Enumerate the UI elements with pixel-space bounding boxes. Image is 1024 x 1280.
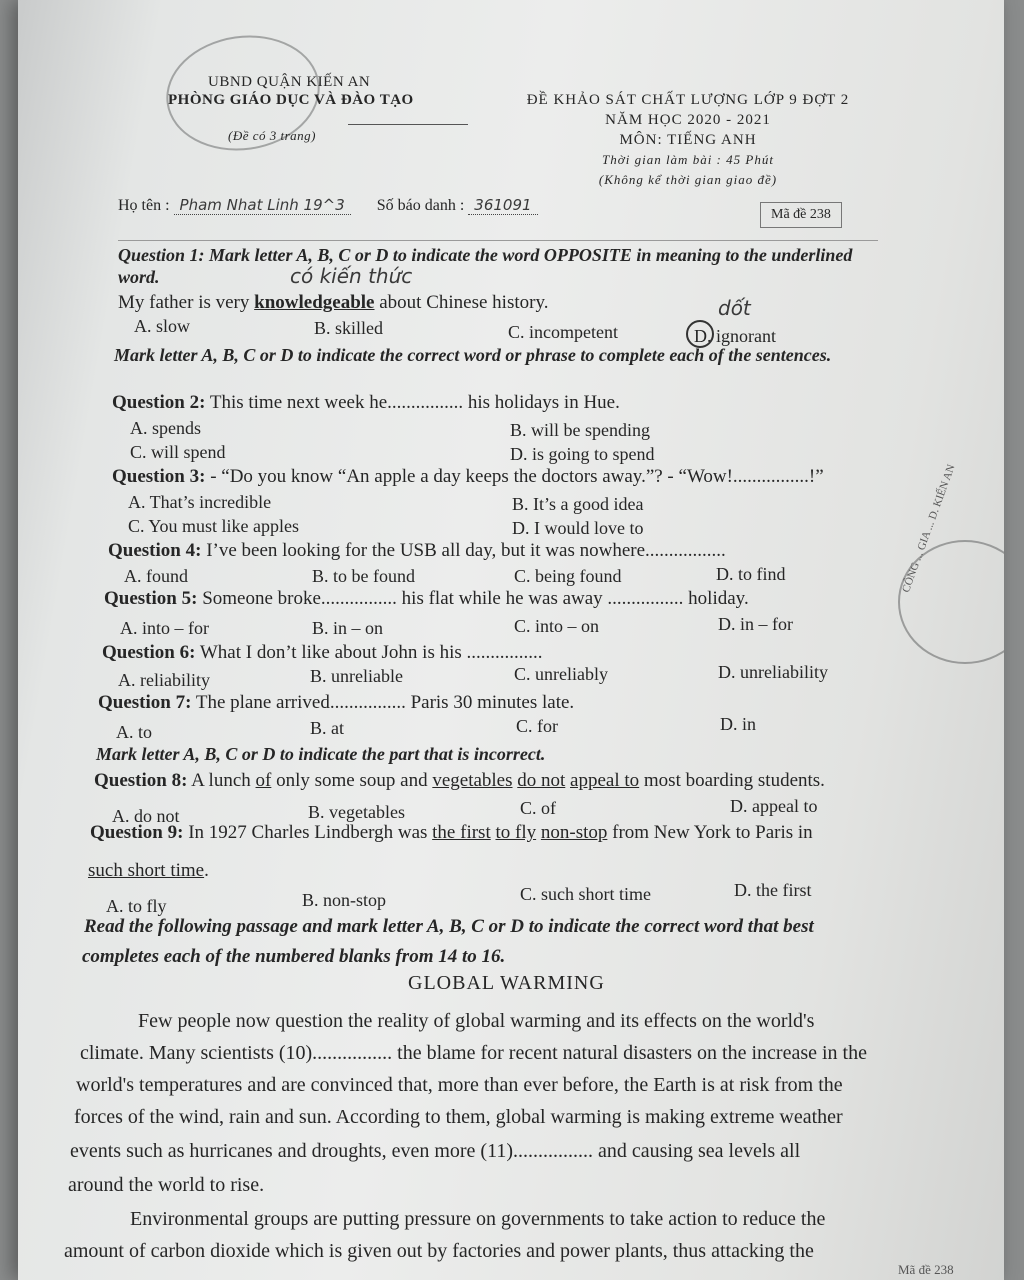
- q5-option-d[interactable]: D. in – for: [718, 614, 793, 634]
- q4-option-a[interactable]: A. found: [124, 566, 188, 586]
- q9-option-d[interactable]: D. the first: [734, 880, 812, 900]
- q9-part-c: such short time: [88, 860, 205, 881]
- q8-option-c[interactable]: C. of: [520, 798, 556, 818]
- name-row: [118, 196, 538, 215]
- exam-code: Mã đề 238: [760, 202, 842, 228]
- time-note: (Không kể thời gian giao đề): [598, 172, 778, 187]
- exam-paper: [18, 0, 1004, 1280]
- q1-instruction-text: Mark letter A, B, C or D to indicate the word OPPOSITE in meaning to the underlined word.: [118, 245, 853, 287]
- org-line1: UBND QUẬN KIẾN AN: [208, 74, 371, 90]
- pages-note: (Đề có 3 trang): [228, 128, 317, 143]
- q1-label: Question 1:: [118, 245, 205, 265]
- footer-code: Mã đề 238: [898, 1262, 954, 1277]
- q5-option-a[interactable]: A. into – for: [120, 618, 209, 638]
- q9-stem: Question 9: In 1927 Charles Lindbergh was the first to fly non-stop from New York to Paris in: [90, 822, 813, 843]
- org-line2: PHÒNG GIÁO DỤC VÀ ĐÀO TẠO: [168, 92, 414, 108]
- q1-sentence: My father is very knowledgeable about Chinese history.: [118, 292, 549, 313]
- q9-option-a[interactable]: A. to fly: [106, 896, 167, 916]
- q3-stem: Question 3: - “Do you know “An apple a day keeps the doctors away.”? - “Wow!................!”: [112, 466, 824, 487]
- q6-option-c[interactable]: C. unreliably: [514, 664, 608, 684]
- passage-title: GLOBAL WARMING: [408, 972, 605, 994]
- q2-option-b[interactable]: B. will be spending: [510, 420, 650, 440]
- q4-stem: Question 4: I’ve been looking for the USB all day, but it was nowhere.................: [108, 540, 726, 561]
- q7-option-b[interactable]: B. at: [310, 718, 344, 738]
- q6-option-b[interactable]: B. unreliable: [310, 666, 403, 686]
- q5-option-c[interactable]: C. into – on: [514, 616, 600, 636]
- q9-stem-line2: such short time.: [88, 860, 209, 881]
- q2-option-a[interactable]: A. spends: [130, 418, 201, 438]
- q8-option-d[interactable]: D. appeal to: [730, 796, 818, 816]
- passage-line-8: amount of carbon dioxide which is given out by factories and power plants, thus attacking the: [64, 1240, 814, 1262]
- sbd-value[interactable]: 361091: [468, 196, 537, 215]
- q3-option-b[interactable]: B. It’s a good idea: [512, 494, 644, 514]
- q3-option-a[interactable]: A. That’s incredible: [128, 492, 272, 512]
- q5-option-b[interactable]: B. in – on: [312, 618, 384, 638]
- q1-option-d[interactable]: D. ignorant: [694, 326, 776, 346]
- name-value[interactable]: Pham Nhat Linh 19^3: [174, 196, 351, 215]
- q7-option-d[interactable]: D. in: [720, 714, 756, 734]
- q1-underlined-word: knowledgeable: [254, 292, 375, 313]
- header-divider: [118, 240, 878, 241]
- side-seal-text: CÔNG ... GIA ... D. KIẾN AN: [900, 462, 958, 595]
- sbd-label: Số báo danh :: [376, 197, 465, 214]
- q9-part-d: the first: [432, 822, 491, 843]
- q1-option-a[interactable]: A. slow: [134, 316, 191, 336]
- name-label: Họ tên :: [118, 197, 170, 214]
- q8-part-a: do not: [517, 770, 566, 791]
- passage-line-5: events such as hurricanes and droughts, even more (11)................ and causing sea levels all: [70, 1140, 801, 1162]
- q3-option-d[interactable]: D. I would love to: [512, 518, 644, 538]
- q9-option-c[interactable]: C. such short time: [520, 884, 651, 904]
- q1-option-c[interactable]: C. incompetent: [508, 322, 618, 342]
- q7-option-a[interactable]: A. to: [116, 722, 152, 742]
- q1-instruction: [118, 244, 888, 288]
- q4-option-d[interactable]: D. to find: [716, 564, 786, 584]
- q6-option-d[interactable]: D. unreliability: [718, 662, 828, 682]
- q2-option-d[interactable]: D. is going to spend: [510, 444, 655, 464]
- instruction-3: Mark letter A, B, C or D to indicate the part that is incorrect.: [96, 744, 546, 764]
- passage-line-1: Few people now question the reality of global warming and its effects on the world's: [138, 1010, 815, 1032]
- q5-stem: Question 5: Someone broke................ his flat while he was away ................ holiday.: [104, 588, 749, 609]
- passage-line-3: world's temperatures and are convinced that, more than ever before, the Earth is at risk from the: [76, 1074, 843, 1096]
- instruction-4-line2: completes each of the numbered blanks from 14 to 16.: [82, 946, 506, 967]
- header-signature-line: [348, 124, 468, 125]
- q6-stem: Question 6: What I don’t like about John is his ................: [102, 642, 543, 663]
- q9-option-b[interactable]: B. non-stop: [302, 890, 387, 910]
- q7-option-c[interactable]: C. for: [516, 716, 558, 736]
- passage-line-7: Environmental groups are putting pressure on governments to take action to reduce the: [130, 1208, 826, 1230]
- q4-option-c[interactable]: C. being found: [514, 566, 622, 586]
- instruction-2: Mark letter A, B, C or D to indicate the correct word or phrase to complete each of the sentences.: [114, 345, 832, 365]
- passage-line-4: forces of the wind, rain and sun. According to them, global warming is making extreme weather: [74, 1106, 843, 1128]
- q8-part-d: appeal to: [570, 770, 640, 791]
- exam-title: ĐỀ KHẢO SÁT CHẤT LƯỢNG LỚP 9 ĐỢT 2: [526, 92, 850, 108]
- q8-part-b: vegetables: [432, 770, 513, 791]
- q8-part-c: of: [255, 770, 272, 791]
- school-year: NĂM HỌC 2020 - 2021: [605, 112, 771, 128]
- q9-part-b: non-stop: [540, 822, 608, 843]
- passage-line-2: climate. Many scientists (10)................ the blame for recent natural disasters on the increase in the: [80, 1042, 867, 1064]
- handwritten-note-1: có kiến thức: [290, 264, 413, 288]
- instruction-4-line1: Read the following passage and mark letter A, B, C or D to indicate the correct word that best: [84, 916, 814, 937]
- q2-stem: Question 2: This time next week he................ his holidays in Hue.: [112, 392, 620, 413]
- time-limit: Thời gian làm bài : 45 Phút: [602, 152, 774, 167]
- q8-option-a[interactable]: A. do not: [112, 806, 180, 826]
- q3-option-c[interactable]: C. You must like apples: [128, 516, 300, 536]
- q6-option-a[interactable]: A. reliability: [118, 670, 210, 690]
- q1-option-b[interactable]: B. skilled: [314, 318, 384, 338]
- q9-part-a: to fly: [495, 822, 537, 843]
- passage-line-6: around the world to rise.: [68, 1174, 265, 1196]
- handwritten-note-2: dốt: [718, 296, 751, 320]
- q8-stem: Question 8: A lunch of only some soup and vegetables do not appeal to most boarding students.: [94, 770, 825, 791]
- subject: MÔN: TIẾNG ANH: [619, 132, 757, 148]
- q8-option-b[interactable]: B. vegetables: [308, 802, 405, 822]
- q2-option-c[interactable]: C. will spend: [130, 442, 226, 462]
- q7-stem: Question 7: The plane arrived................ Paris 30 minutes late.: [98, 692, 575, 713]
- q4-option-b[interactable]: B. to be found: [312, 566, 415, 586]
